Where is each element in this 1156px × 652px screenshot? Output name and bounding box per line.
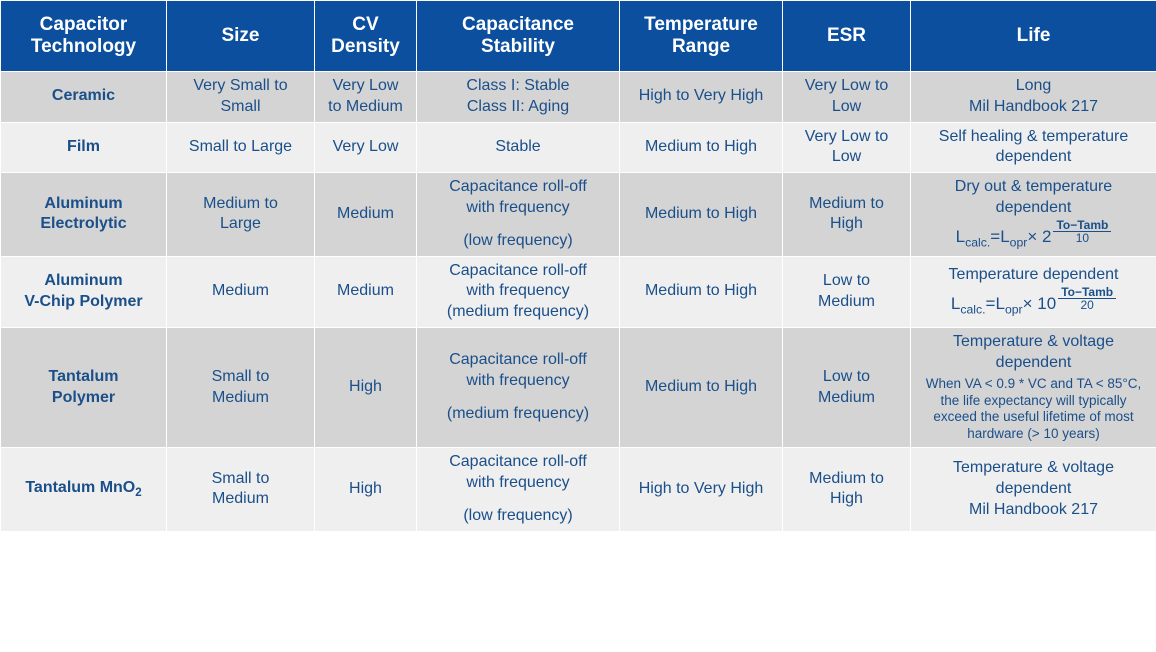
column-header-capacitor-technology: Capacitor Technology bbox=[1, 1, 167, 72]
cell-temperature-range: Medium to High bbox=[620, 256, 783, 327]
table-header bbox=[1, 1, 1156, 72]
cell-cv-density: Very Low bbox=[315, 122, 417, 173]
cell-technology-line1: Tantalum bbox=[48, 367, 119, 385]
cell-esr: Medium to High bbox=[783, 448, 911, 531]
cell-technology bbox=[1, 173, 167, 256]
cell-temperature-range: High to Very High bbox=[620, 448, 783, 531]
cell-cv-density: Very Low to Medium bbox=[315, 72, 417, 123]
cell-esr: Very Low to Low bbox=[783, 122, 911, 173]
column-header-capacitance-stability: Capacitance Stability bbox=[417, 1, 620, 72]
cell-life: Self healing & temperature dependent bbox=[911, 122, 1156, 173]
cell-cv-density: High bbox=[315, 448, 417, 531]
life-formula-denominator: 20 bbox=[1080, 298, 1094, 313]
table-row bbox=[1, 72, 1156, 123]
cell-size: Small to Large bbox=[167, 122, 315, 173]
life-formula-numerator: To−Tamb bbox=[1053, 219, 1111, 233]
cell-esr: Low to Medium bbox=[783, 256, 911, 327]
life-formula-lhs: $L_{calc.}=L_{opr}\times 2$ bbox=[955, 227, 1052, 250]
column-header-life: Life bbox=[911, 1, 1156, 72]
cell-size: Medium to Large bbox=[167, 173, 315, 256]
cell-temperature-range: Medium to High bbox=[620, 122, 783, 173]
cell-technology-line2: Electrolytic bbox=[40, 215, 127, 233]
cell-capacitance-stability: Capacitance roll-off with frequency (low frequency) bbox=[417, 173, 620, 256]
cell-size: Small to Medium bbox=[167, 448, 315, 531]
cell-capacitance-stability: Stable bbox=[417, 122, 620, 173]
cell-technology bbox=[1, 328, 167, 448]
cell-life: Temperature dependent $L_{calc.}=L_{opr}\times 10$ $\frac{\text{To−Tamb}}{20}$ bbox=[911, 256, 1156, 327]
table-header-row bbox=[1, 1, 1156, 72]
cell-life: Long Mil Handbook 217 bbox=[911, 72, 1156, 123]
cell-capacitance-stability: Class I: Stable Class II: Aging bbox=[417, 72, 620, 123]
cell-technology: Film bbox=[1, 122, 167, 173]
cell-life: Temperature & voltage dependent When VA < 0.9 * VC and TA < 85°C, the life expectancy will typically exceed the useful lifetime of most hardware (> 10 years) bbox=[911, 328, 1156, 448]
cell-size: Very Small to Small bbox=[167, 72, 315, 123]
cell-technology-line2: Polymer bbox=[51, 388, 116, 406]
cell-life: Temperature & voltage dependent Mil Handbook 217 bbox=[911, 448, 1156, 531]
cell-temperature-range: Medium to High bbox=[620, 173, 783, 256]
cell-esr: Medium to High bbox=[783, 173, 911, 256]
life-formula-numerator: To−Tamb bbox=[1058, 286, 1116, 300]
life-note: When VA < 0.9 * VC and TA < 85°C, the life expectancy will typically exceed the useful lifetime of most hardware (> 10 years) bbox=[925, 375, 1142, 442]
cell-capacitance-stability: Capacitance roll-off with frequency (medium frequency) bbox=[417, 328, 620, 448]
cell-technology bbox=[1, 256, 167, 327]
cell-technology-line1: Aluminum bbox=[44, 272, 123, 290]
column-header-temperature-range: Temperature Range bbox=[620, 1, 783, 72]
cell-esr: Very Low to Low bbox=[783, 72, 911, 123]
life-formula-lhs: $L_{calc.}=L_{opr}\times 10$ bbox=[950, 294, 1057, 317]
cell-temperature-range: High to Very High bbox=[620, 72, 783, 123]
cell-capacitance-stability: Capacitance roll-off with frequency (medium frequency) bbox=[417, 256, 620, 327]
cell-technology-line1: Aluminum bbox=[44, 194, 123, 212]
cell-temperature-range: Medium to High bbox=[620, 328, 783, 448]
cell-life: Dry out & temperature dependent $L_{calc.}=L_{opr}\times 2$ $\frac{\text{To−Tamb}}{10}$ bbox=[911, 173, 1156, 256]
cell-capacitance-stability: Capacitance roll-off with frequency (low frequency) bbox=[417, 448, 620, 531]
cell-cv-density: Medium bbox=[315, 173, 417, 256]
table-body bbox=[1, 72, 1156, 532]
cell-cv-density: Medium bbox=[315, 256, 417, 327]
table-row bbox=[1, 448, 1156, 531]
cell-size: Small to Medium bbox=[167, 328, 315, 448]
cell-technology: Ceramic bbox=[1, 72, 167, 123]
life-formula bbox=[917, 217, 1150, 252]
table-row bbox=[1, 328, 1156, 448]
column-header-esr: ESR bbox=[783, 1, 911, 72]
table-row bbox=[1, 173, 1156, 256]
life-formula-denominator: 10 bbox=[1075, 231, 1090, 246]
cell-cv-density: High bbox=[315, 328, 417, 448]
cell-technology: Tantalum MnO$_2$ bbox=[1, 448, 167, 531]
cell-esr: Low to Medium bbox=[783, 328, 911, 448]
cell-technology-line2: V-Chip Polymer bbox=[24, 292, 143, 310]
cell-size: Medium bbox=[167, 256, 315, 327]
column-header-size: Size bbox=[167, 1, 315, 72]
column-header-cv-density: CV Density bbox=[315, 1, 417, 72]
table-row bbox=[1, 256, 1156, 327]
table-row bbox=[1, 122, 1156, 173]
